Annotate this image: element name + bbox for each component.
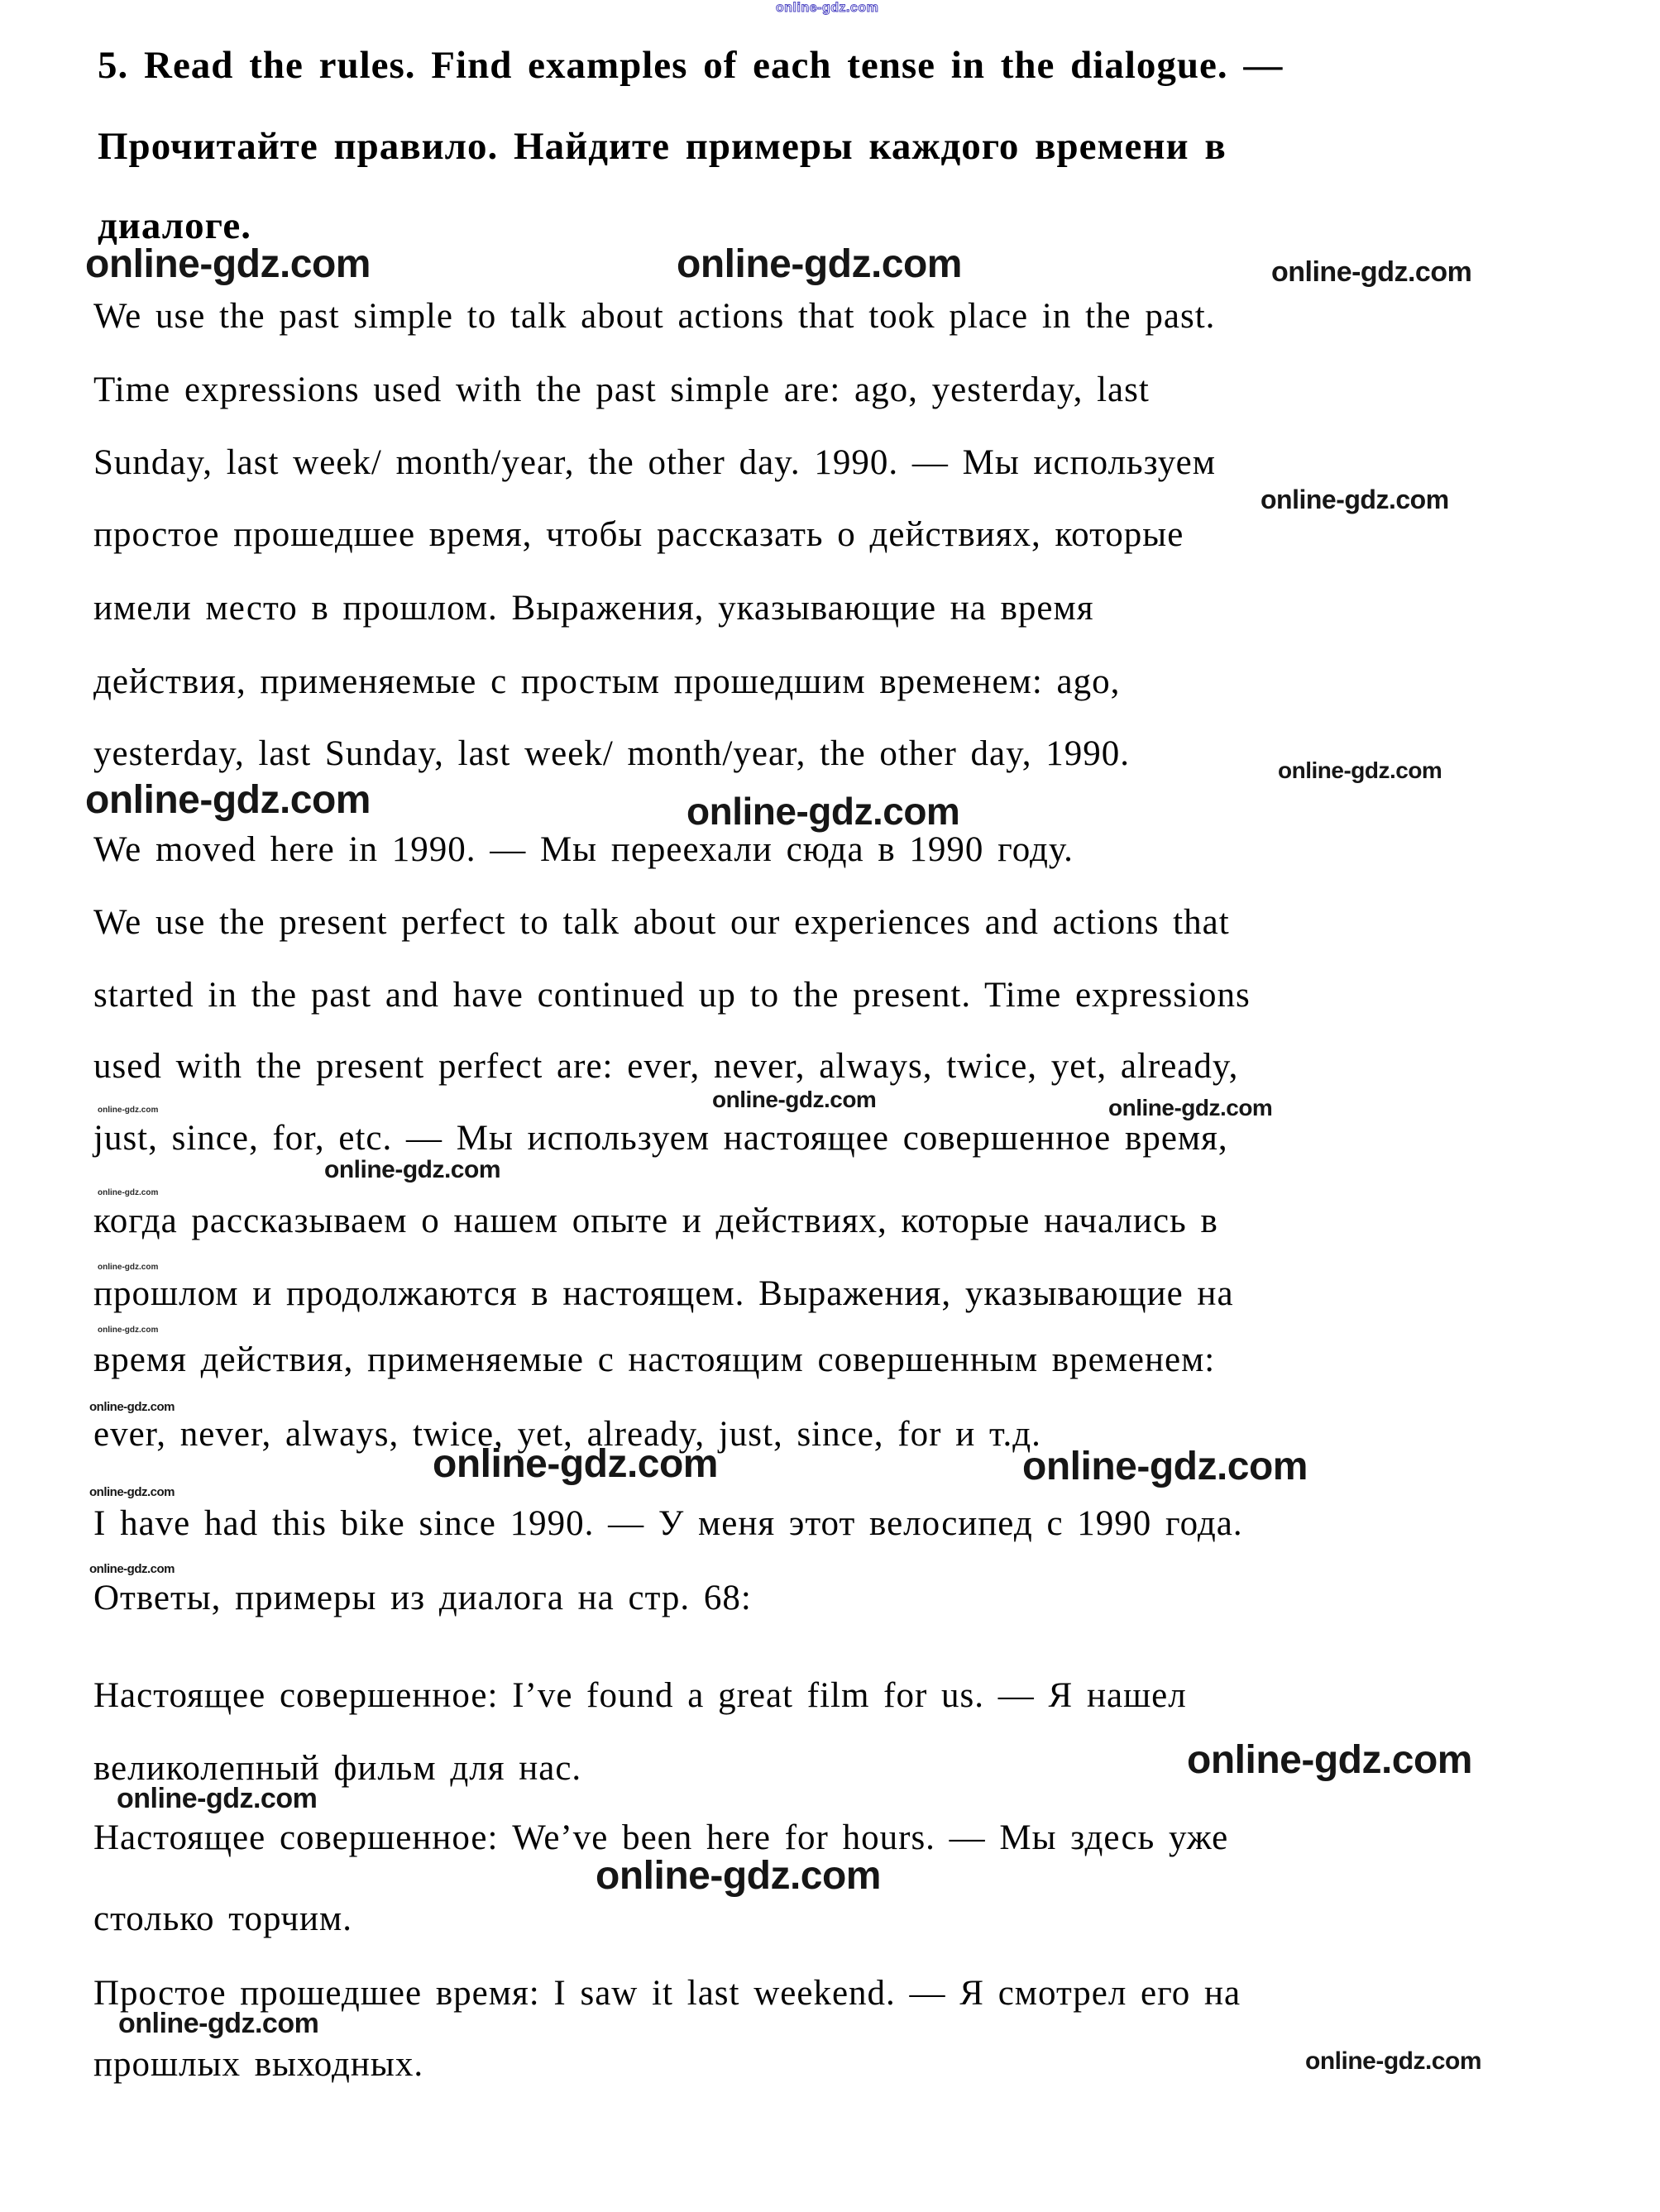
watermark: online-gdz.com xyxy=(1108,1095,1273,1120)
watermark: online-gdz.com xyxy=(712,1087,877,1112)
watermark: online-gdz.com xyxy=(324,1156,500,1183)
watermark: online-gdz.com xyxy=(85,778,371,822)
text-line: We use the present perfect to talk about our experiences and actions that xyxy=(93,903,1230,942)
watermark: online-gdz.com xyxy=(1278,757,1442,783)
text-line: Настоящее совершенное: I’ve found a great film for us. — Я нашел xyxy=(93,1676,1187,1715)
watermark: online-gdz.com xyxy=(677,242,962,286)
watermark-small: online-gdz.com xyxy=(89,1562,175,1576)
text-line: прошлом и продолжаются в настоящем. Выражения, указывающие на xyxy=(93,1274,1234,1313)
watermark-small: online-gdz.com xyxy=(89,1485,175,1499)
text-line: Time expressions used with the past simple are: ago, yesterday, last xyxy=(93,370,1150,409)
text-line: We moved here in 1990. — Мы переехали сюда в 1990 году. xyxy=(93,830,1074,869)
text-line: Sunday, last week/ month/year, the other day. 1990. — Мы используем xyxy=(93,443,1216,482)
watermark: online-gdz.com xyxy=(1187,1738,1472,1782)
text-line: Настоящее совершенное: We’ve been here for hours. — Мы здесь уже xyxy=(93,1818,1229,1857)
text-line: Простое прошедшее время: I saw it last weekend. — Я смотрел его на xyxy=(93,1974,1241,2013)
text-line: Ответы, примеры из диалога на стр. 68: xyxy=(93,1579,752,1617)
text-line: We use the past simple to talk about actions that took place in the past. xyxy=(93,297,1216,336)
exercise-heading-line: 5. Read the rules. Find examples of each tense in the dialogue. — xyxy=(98,44,1284,87)
watermark: online-gdz.com xyxy=(1022,1445,1308,1488)
watermark: online-gdz.com xyxy=(433,1442,718,1486)
text-line: I have had this bike since 1990. — У меня этот велосипед с 1990 года. xyxy=(93,1504,1243,1543)
watermark: online-gdz.com xyxy=(118,2008,319,2039)
text-line: just, since, for, etc. — Мы используем настоящее совершенное время, xyxy=(93,1119,1228,1158)
watermark: online-gdz.com xyxy=(1305,2047,1481,2075)
text-line: когда рассказываем о нашем опыте и действиях, которые начались в xyxy=(93,1202,1218,1240)
text-line: время действия, применяемые с настоящим совершенным временем: xyxy=(93,1340,1216,1379)
watermark: online-gdz.com xyxy=(117,1783,318,1814)
watermark-tiny: online-gdz.com xyxy=(98,1188,159,1197)
text-line: простое прошедшее время, чтобы рассказать о действиях, которые xyxy=(93,515,1184,554)
text-line: действия, применяемые с простым прошедшим временем: ago, xyxy=(93,662,1121,701)
text-line: великолепный фильм для нас. xyxy=(93,1749,582,1788)
text-line: столько торчим. xyxy=(93,1899,353,1938)
text-line: ever, never, always, twice, yet, already, just, since, for и т.д. xyxy=(93,1415,1041,1454)
text-line: started in the past and have continued up to the present. Time expressions xyxy=(93,976,1251,1015)
watermark-tiny: online-gdz.com xyxy=(98,1326,159,1335)
watermark-blue: online-gdz.com xyxy=(776,1,879,15)
watermark: online-gdz.com xyxy=(596,1854,881,1898)
text-line: used with the present perfect are: ever, never, always, twice, yet, already, xyxy=(93,1047,1239,1086)
watermark-tiny: online-gdz.com xyxy=(98,1263,159,1272)
watermark: online-gdz.com xyxy=(1261,485,1449,514)
exercise-heading-line: Прочитайте правило. Найдите примеры каждого времени в xyxy=(98,125,1227,168)
text-line: прошлых выходных. xyxy=(93,2045,424,2084)
text-line: yesterday, last Sunday, last week/ month/year, the other day, 1990. xyxy=(93,734,1131,773)
text-line: имели место в прошлом. Выражения, указывающие на время xyxy=(93,589,1094,628)
exercise-heading-line: диалоге. xyxy=(98,204,251,247)
watermark-tiny: online-gdz.com xyxy=(98,1106,159,1115)
watermark: online-gdz.com xyxy=(686,790,960,833)
watermark-small: online-gdz.com xyxy=(89,1400,175,1414)
watermark: online-gdz.com xyxy=(85,242,371,286)
watermark: online-gdz.com xyxy=(1271,256,1472,288)
